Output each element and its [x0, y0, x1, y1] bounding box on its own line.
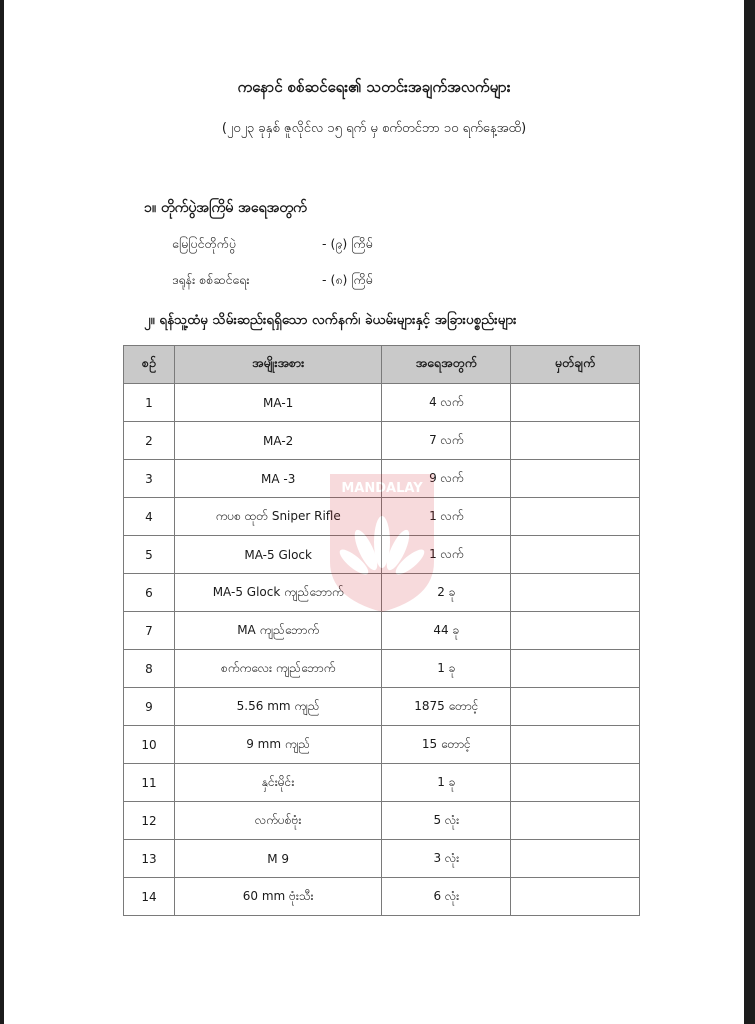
header-type: အမျိုးအစား	[174, 346, 382, 384]
row-note	[511, 422, 640, 460]
table-row	[124, 726, 640, 764]
row-qty: 7 လက်	[382, 422, 511, 460]
battle-count-value: - (၉) ကြိမ်	[322, 236, 373, 251]
table-row	[124, 802, 640, 840]
document-date-range: (၂၀၂၃ ခုနှစ် ဇူလိုင်လ ၁၅ ရက် မှ စက်တင်ဘာ ၁၀ ရက်နေ့အထိ)	[221, 121, 527, 136]
row-qty: 5 လုံး	[382, 802, 511, 840]
row-qty: 9 လက်	[382, 460, 511, 498]
document-title: ကနောင် စစ်ဆင်ရေး၏ သတင်းအချက်အလက်များ	[237, 78, 511, 96]
table-row	[124, 764, 640, 802]
row-no: 4	[124, 498, 175, 536]
row-type: 60 mm ဗုံးသီး	[174, 878, 382, 916]
row-no: 3	[124, 460, 175, 498]
row-type: MA-5 Glock ကျည်ဘောက်	[174, 574, 382, 612]
row-note	[511, 460, 640, 498]
row-no: 1	[124, 384, 175, 422]
row-note	[511, 840, 640, 878]
row-no: 5	[124, 536, 175, 574]
table-row	[124, 498, 640, 536]
row-type: 5.56 mm ကျည်	[174, 688, 382, 726]
document-page	[4, 0, 744, 1024]
row-no: 7	[124, 612, 175, 650]
row-qty: 1 ခု	[382, 764, 511, 802]
row-type: စက်ကလေး ကျည်ဘောက်	[174, 650, 382, 688]
row-qty: 6 လုံး	[382, 878, 511, 916]
row-note	[511, 612, 640, 650]
row-type: MA-2	[174, 422, 382, 460]
row-no: 2	[124, 422, 175, 460]
row-no: 8	[124, 650, 175, 688]
table-row	[124, 384, 640, 422]
row-note	[511, 878, 640, 916]
row-note	[511, 688, 640, 726]
row-note	[511, 802, 640, 840]
table-row	[124, 536, 640, 574]
row-note	[511, 726, 640, 764]
section2-heading: ၂။ ရန်သူ့ထံမှ သိမ်းဆည်းရရှိသော လက်နက်၊ ခဲယမ်းများနှင့် အခြားပစ္စည်းများ	[144, 312, 517, 328]
row-qty: 2 ခု	[382, 574, 511, 612]
table-header-row	[124, 346, 640, 384]
row-qty: 1 လက်	[382, 498, 511, 536]
row-qty: 4 လက်	[382, 384, 511, 422]
row-note	[511, 650, 640, 688]
row-no: 10	[124, 726, 175, 764]
row-note	[511, 764, 640, 802]
header-quantity: အရေအတွက်	[382, 346, 511, 384]
row-no: 12	[124, 802, 175, 840]
row-note	[511, 384, 640, 422]
table-row	[124, 878, 640, 916]
row-qty: 44 ခု	[382, 612, 511, 650]
row-qty: 3 လုံး	[382, 840, 511, 878]
battle-count-label: မြေပြင်တိုက်ပွဲ	[172, 236, 236, 251]
drone-count-value: - (၈) ကြိမ်	[322, 272, 373, 287]
row-no: 11	[124, 764, 175, 802]
row-no: 13	[124, 840, 175, 878]
table-row	[124, 422, 640, 460]
row-qty: 15 တောင့်	[382, 726, 511, 764]
table-row	[124, 460, 640, 498]
row-qty: 1875 တောင့်	[382, 688, 511, 726]
row-type: နှင်းမိုင်း	[174, 764, 382, 802]
header-remarks: မှတ်ချက်	[511, 346, 640, 384]
row-note	[511, 574, 640, 612]
row-no: 14	[124, 878, 175, 916]
row-type: MA -3	[174, 460, 382, 498]
table-row	[124, 840, 640, 878]
header-no: စဥ်	[124, 346, 175, 384]
row-type: M 9	[174, 840, 382, 878]
watermark-text: MANDALAY	[341, 481, 423, 496]
drone-count-label: ဒရုန်း စစ်ဆင်ရေး	[172, 272, 250, 287]
table-row	[124, 612, 640, 650]
row-type: MA ကျည်ဘောက်	[174, 612, 382, 650]
row-type: MA-5 Glock	[174, 536, 382, 574]
section1-heading: ၁။ တိုက်ပွဲအကြိမ် အရေအတွက်	[144, 200, 307, 216]
row-type: လက်ပစ်ဗုံး	[174, 802, 382, 840]
row-qty: 1 ခု	[382, 650, 511, 688]
row-note	[511, 498, 640, 536]
table-row	[124, 650, 640, 688]
row-no: 9	[124, 688, 175, 726]
row-note	[511, 536, 640, 574]
row-qty: 1 လက်	[382, 536, 511, 574]
row-type: MA-1	[174, 384, 382, 422]
seized-items-table	[123, 345, 640, 916]
row-type: ကပစ ထုတ် Sniper Rifle	[174, 498, 382, 536]
table-row	[124, 688, 640, 726]
row-no: 6	[124, 574, 175, 612]
table-row	[124, 574, 640, 612]
row-type: 9 mm ကျည်	[174, 726, 382, 764]
